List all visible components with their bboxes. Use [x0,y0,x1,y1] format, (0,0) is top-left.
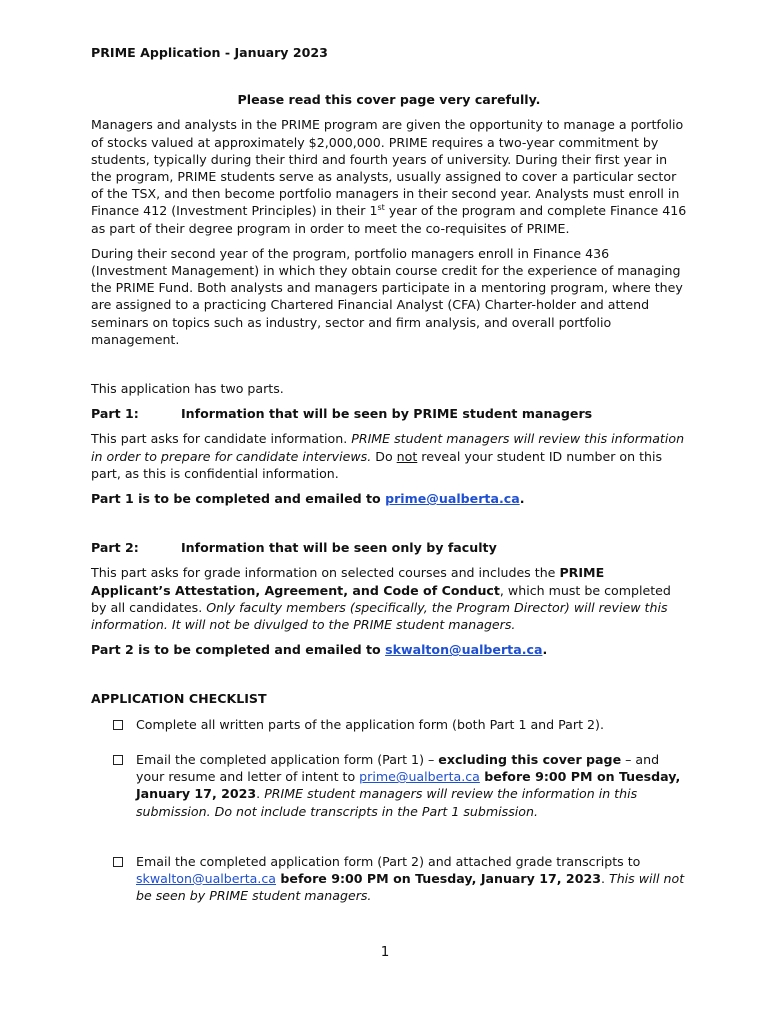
checklist [91,716,687,905]
part1-description [91,430,687,482]
part1-header [91,405,687,422]
part1-email-prefix: Part 1 is to be completed and emailed to [91,491,386,507]
checklist-title: APPLICATION CHECKLIST [91,691,267,707]
item3-text-a: Email the completed application form (Part 2) and attached grade transcripts to [136,853,641,869]
part1-desc-not: not [396,448,418,464]
intro-text-b: year of the program and complete Finance 416 as part of their degree program in order to meet the co-requisites of PRIME. [91,203,687,236]
item3-text-b: . [600,870,609,886]
checkbox-icon[interactable] [113,857,123,867]
part1-heading: Information that will be seen by PRIME student managers [181,406,593,422]
part2-header [91,539,687,556]
part1-desc-a: This part asks for candidate information. [91,431,352,447]
part2-description [91,564,687,633]
item2-text-c: . [256,786,265,802]
checkbox-icon[interactable] [113,720,123,730]
part2-heading: Information that will be seen only by faculty [181,540,497,556]
item2-email-link[interactable]: prime@ualberta.ca [359,769,480,785]
item2-deadline: before 9:00 PM on Tuesday, January 17, 2023 [136,769,681,802]
document-page [91,44,687,904]
part2-email-prefix: Part 2 is to be completed and emailed to [91,642,386,658]
superscript-st: st [377,203,385,213]
part1-desc-italic: PRIME student managers will review this information in order to prepare for candidate interviews. [91,431,685,464]
part1-email-suffix: . [519,491,525,507]
item3-email-link[interactable]: skwalton@ualberta.ca [136,870,277,886]
second-year-paragraph: During their second year of the program, portfolio managers enroll in Finance 436 (Investment Management) in which they obtain course credit for the experience of managing the PRIME Fund. Both analysts and managers participate in a mentoring program, where they are assigned to a practicing Chartered Financial Analyst (CFA) Charter-holder and attend seminars on topics such as industry, sector and firm analysis, and overall portfolio management. [91,245,683,347]
part1-desc-c: reveal your student ID number on this part, as this is confidential information. [91,448,663,481]
part1-email-link[interactable]: prime@ualberta.ca [385,491,520,507]
part2-desc-a: This part asks for grade information on selected courses and includes the [91,565,560,581]
intro-paragraph [91,116,687,236]
item2-note: PRIME student managers will review the information in this submission. Do not include transcripts in the Part 1 submission. [136,786,638,819]
item2-bold-cover: excluding this cover page [438,751,622,767]
part2-label: Part 2: [91,540,139,556]
part2-email-suffix: . [542,642,548,658]
cover-heading: Please read this cover page very carefully. [237,92,541,108]
item3-note: This will not be seen by PRIME student managers. [136,870,685,904]
checkbox-icon[interactable] [113,755,123,765]
item2-text-a: Email the completed application form (Part 1) – [136,751,439,767]
document-title: PRIME Application - January 2023 [91,45,328,60]
part1-label: Part 1: [91,406,139,422]
checklist-item-3 [91,853,687,905]
intro-text-a: Managers and analysts in the PRIME program are given the opportunity to manage a portfolio of stocks valued at approximately $2,000,000. PRIME requires a two-year commitment by students, typically during their third and fourth years of university. During their first year in the program, PRIME students serve as analysts, usually assigned to cover a particular sector of the TSX, and then become portfolio managers in their second year. Analysts must enroll in Finance 412 (Investment Principles) in their 1 [91,117,684,219]
part2-desc-italic: Only faculty members (specifically, the Program Director) will review this information. It will not be divulged to the PRIME student managers. [91,599,668,633]
part2-desc-bold: PRIME Applicant’s Attestation, Agreement, and Code of Conduct [91,565,605,598]
part1-email-instruction [91,490,687,507]
checklist-item-2 [91,751,687,820]
part2-email-instruction [91,641,687,658]
part1-desc-b: Do [371,448,397,464]
item3-deadline: before 9:00 PM on Tuesday, January 17, 2023 [276,870,601,886]
part2-desc-b: , which must be completed by all candidates. [91,582,671,615]
checklist-item-1-text: Complete all written parts of the application form (both Part 1 and Part 2). [136,716,604,732]
two-parts-text: This application has two parts. [91,381,284,397]
page-number: 1 [380,944,390,960]
part2-email-link[interactable]: skwalton@ualberta.ca [385,642,543,658]
item2-text-b: – and your resume and letter of intent to [136,751,660,785]
checklist-item-1 [91,716,687,733]
